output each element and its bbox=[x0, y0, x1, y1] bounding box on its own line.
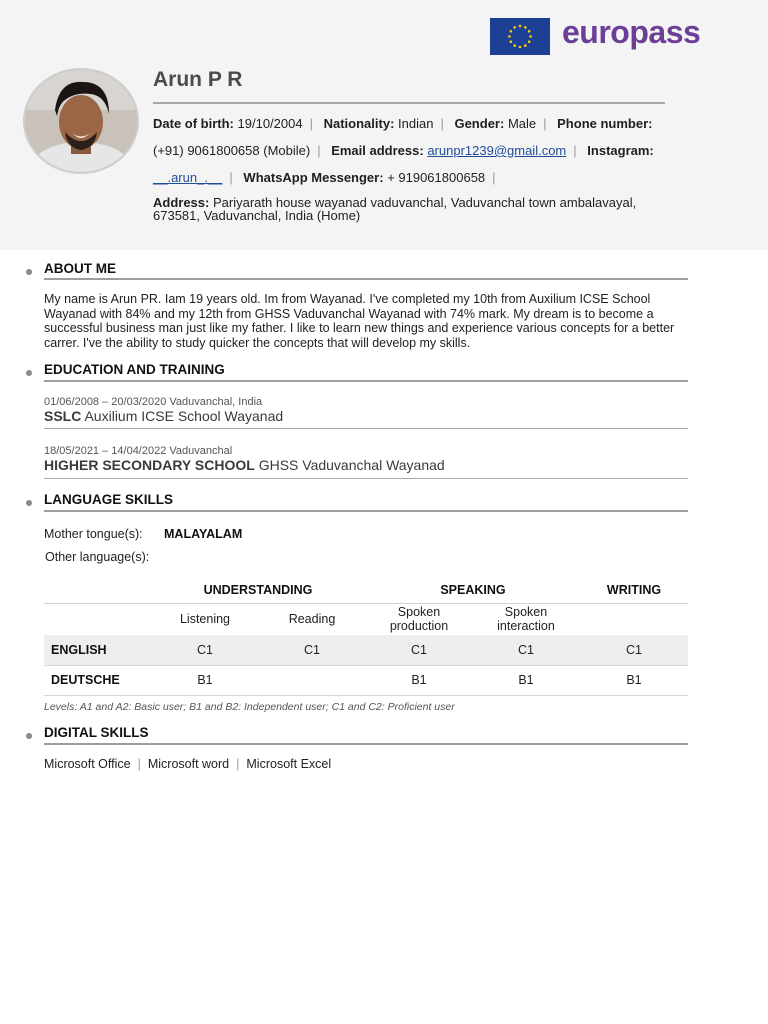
personal-info-line-1 bbox=[153, 116, 652, 131]
table-header-writing: WRITING bbox=[606, 583, 662, 597]
education-title: EDUCATION AND TRAINING bbox=[44, 362, 225, 377]
digital-title: DIGITAL SKILLS bbox=[44, 725, 149, 740]
level-listening: B1 bbox=[197, 673, 213, 687]
about-text: My name is Arun PR. Iam 19 years old. Im from Wayanad. I've completed my 10th from Auxilium ICSE School Wayanad with 84% and my 12th from GHSS Vaduvanchal Wayanad with 74% mark. My dream is to become a successful business man just like my father. I like to learn new things and experience various concepts for a better carrer. I've the ability to study quicker the concepts that will develop my skills. bbox=[44, 292, 675, 350]
education-entry bbox=[44, 408, 283, 424]
language-divider bbox=[44, 510, 688, 512]
separator: | bbox=[309, 116, 313, 131]
education-institution: Auxilium ICSE School Wayanad bbox=[84, 408, 284, 424]
table-row bbox=[44, 635, 688, 665]
education-date: 01/06/2008 – 20/03/2020 Vaduvanchal, India bbox=[44, 396, 263, 408]
level-writing: C1 bbox=[626, 643, 642, 657]
language-name: DEUTSCHE bbox=[51, 673, 120, 687]
other-languages-label: Other language(s): bbox=[45, 550, 150, 564]
personal-info-line-2 bbox=[153, 143, 654, 158]
skill-item: Microsoft word bbox=[147, 757, 230, 771]
separator: | bbox=[317, 143, 321, 158]
skill-item: Microsoft Office bbox=[44, 757, 131, 771]
table-subheader-spoken-production: Spoken production bbox=[389, 605, 449, 633]
email-label: Email address: bbox=[331, 143, 424, 158]
education-qualification: HIGHER SECONDARY SCHOOL bbox=[44, 457, 255, 473]
table-subheader-spoken-interaction: Spoken interaction bbox=[497, 605, 555, 633]
nationality-label: Nationality: bbox=[323, 116, 395, 131]
address-label: Address: bbox=[153, 195, 210, 210]
about-divider bbox=[44, 278, 688, 280]
level-spoken-interaction: B1 bbox=[518, 673, 534, 687]
whatsapp-value: + 919061800658 bbox=[387, 170, 486, 185]
language-title: LANGUAGE SKILLS bbox=[44, 492, 174, 507]
name-divider bbox=[153, 102, 665, 104]
personal-info-line-3 bbox=[153, 170, 503, 185]
language-name: ENGLISH bbox=[51, 643, 107, 657]
level-spoken-production: C1 bbox=[411, 643, 427, 657]
avatar bbox=[23, 68, 139, 174]
education-item-divider bbox=[44, 428, 688, 429]
levels-note: Levels: A1 and A2: Basic user; B1 and B2: Independent user; C1 and C2: Proficient user bbox=[44, 701, 455, 713]
separator: | bbox=[543, 116, 547, 131]
dob-value: 19/10/2004 bbox=[237, 116, 303, 131]
about-title: ABOUT ME bbox=[44, 261, 116, 276]
section-bullet bbox=[26, 269, 32, 275]
table-header-understanding: UNDERSTANDING bbox=[203, 583, 313, 597]
skill-item: Microsoft Excel bbox=[246, 757, 332, 771]
separator: | bbox=[573, 143, 577, 158]
education-institution: GHSS Vaduvanchal Wayanad bbox=[258, 457, 445, 473]
table-subheader-listening: Listening bbox=[179, 612, 231, 626]
level-listening: C1 bbox=[197, 643, 213, 657]
table-header-speaking: SPEAKING bbox=[440, 583, 506, 597]
level-spoken-interaction: C1 bbox=[518, 643, 534, 657]
section-bullet bbox=[26, 733, 32, 739]
whatsapp-label: WhatsApp Messenger: bbox=[243, 170, 384, 185]
education-item-divider bbox=[44, 478, 688, 479]
eu-flag-icon bbox=[490, 18, 550, 55]
phone-value: (+91) 9061800658 (Mobile) bbox=[153, 143, 311, 158]
section-bullet bbox=[26, 370, 32, 376]
education-entry bbox=[44, 457, 445, 473]
digital-divider bbox=[44, 743, 688, 745]
section-bullet bbox=[26, 500, 32, 506]
level-reading: C1 bbox=[304, 643, 320, 657]
nationality-value: Indian bbox=[398, 116, 434, 131]
gender-value: Male bbox=[507, 116, 537, 131]
address-block bbox=[153, 196, 673, 222]
instagram-link[interactable]: __.arun_.__ bbox=[153, 170, 223, 185]
level-writing: B1 bbox=[626, 673, 642, 687]
table-header-divider bbox=[44, 603, 688, 604]
education-date: 18/05/2021 – 14/04/2022 Vaduvanchal bbox=[44, 445, 233, 457]
europass-logo: europass bbox=[562, 14, 701, 50]
education-divider bbox=[44, 380, 688, 382]
separator: | bbox=[236, 757, 240, 771]
gender-label: Gender: bbox=[454, 116, 505, 131]
education-qualification: SSLC bbox=[44, 408, 82, 424]
separator: | bbox=[229, 170, 233, 185]
level-spoken-production: B1 bbox=[411, 673, 427, 687]
instagram-label: Instagram: bbox=[587, 143, 654, 158]
phone-label: Phone number: bbox=[557, 116, 653, 131]
candidate-name: Arun P R bbox=[153, 68, 243, 91]
mother-tongue-label: Mother tongue(s): bbox=[44, 527, 143, 541]
address-value: Pariyarath house wayanad vaduvanchal, Vaduvanchal town ambalavayal, 673581, Vaduvanchal, India (Home) bbox=[153, 195, 637, 223]
table-row bbox=[44, 665, 688, 695]
table-bottom-divider bbox=[44, 695, 688, 696]
separator: | bbox=[440, 116, 444, 131]
separator: | bbox=[492, 170, 496, 185]
email-link[interactable]: arunpr1239@gmail.com bbox=[427, 143, 567, 158]
table-subheader-reading: Reading bbox=[288, 612, 336, 626]
dob-label: Date of birth: bbox=[153, 116, 234, 131]
digital-skills-list bbox=[44, 757, 331, 771]
mother-tongue-value: MALAYALAM bbox=[164, 527, 243, 541]
separator: | bbox=[137, 757, 141, 771]
